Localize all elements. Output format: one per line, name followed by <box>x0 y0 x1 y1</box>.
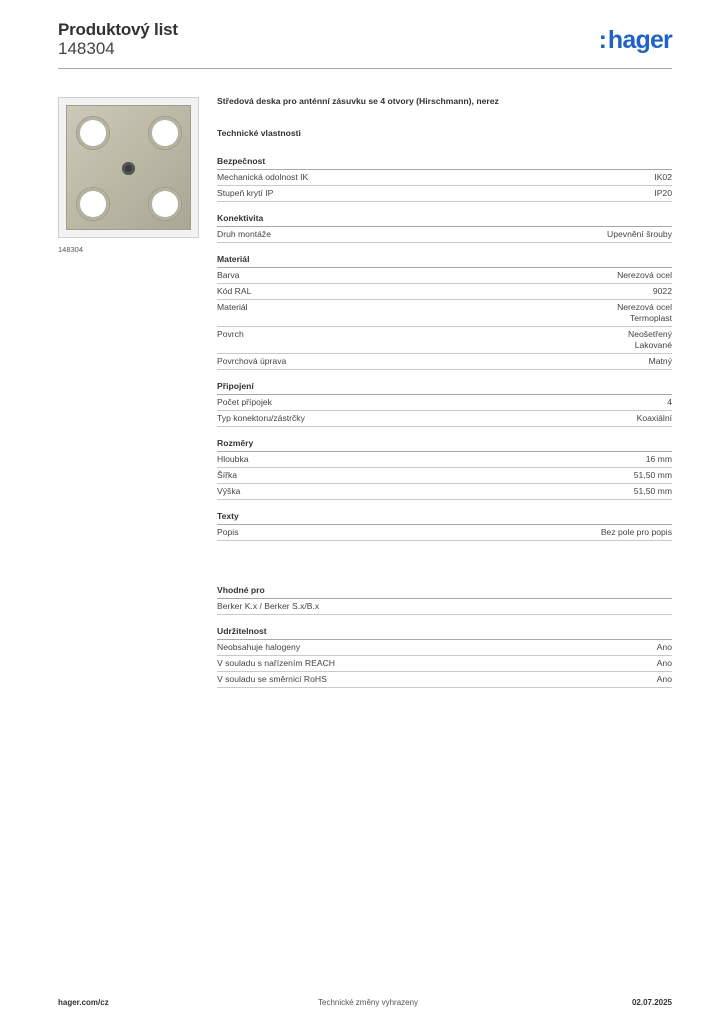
logo-colon-icon: : <box>598 26 607 54</box>
spec-label: Povrch <box>217 329 244 339</box>
spec-row <box>217 640 672 656</box>
spec-value-line: Ano <box>656 674 672 684</box>
spec-section <box>217 254 672 370</box>
spec-section <box>217 585 672 615</box>
spec-sections <box>217 156 672 541</box>
footer-note: Technické změny vyhrazeny <box>318 998 419 1007</box>
product-description: Středová deska pro anténní zásuvku se 4 otvory (Hirschmann), nerez <box>217 96 499 106</box>
spec-value-line: 9022 <box>652 286 672 296</box>
spec-label: Neobsahuje halogeny <box>217 642 301 652</box>
section-title: Bezpečnost <box>217 156 672 170</box>
spec-section <box>217 156 672 202</box>
spec-value-line: Nerezová ocel <box>617 302 672 312</box>
spec-row <box>217 525 672 541</box>
spec-section <box>217 381 672 427</box>
spec-label: Výška <box>217 486 241 496</box>
spec-value <box>646 454 672 465</box>
spec-label: Šířka <box>217 470 238 480</box>
section-title: Vhodné pro <box>217 585 672 599</box>
spec-label: Mechanická odolnost IK <box>217 172 309 182</box>
product-number: 148304 <box>58 39 115 58</box>
logo-text: hager <box>607 26 672 54</box>
spec-label: V souladu se směrnicí RoHS <box>217 674 327 684</box>
hager-logo <box>599 26 672 55</box>
spec-value <box>667 397 672 408</box>
spec-value <box>634 470 672 481</box>
footer-date: 02.07.2025 <box>631 998 672 1007</box>
spec-row <box>217 672 672 688</box>
spec-value-line: Termoplast <box>629 313 672 323</box>
spec-label: V souladu s nařízením REACH <box>217 658 335 668</box>
spec-value <box>654 172 672 183</box>
spec-label: Barva <box>217 270 240 280</box>
spec-row <box>217 599 672 615</box>
spec-value-line: IK02 <box>654 172 672 182</box>
spec-label: Berker K.x / Berker S.x/B.x <box>217 601 320 611</box>
spec-value-line: 16 mm <box>645 454 672 464</box>
spec-row <box>217 484 672 500</box>
spec-value-line: Matný <box>648 356 672 366</box>
spec-row <box>217 300 672 327</box>
spec-section <box>217 438 672 500</box>
product-image <box>58 97 199 238</box>
spec-section <box>217 626 672 688</box>
spec-value <box>601 527 672 538</box>
section-title: Texty <box>217 511 672 525</box>
image-caption: 148304 <box>58 245 84 254</box>
spec-value <box>657 642 672 653</box>
page-title: Produktový list <box>58 20 178 39</box>
spec-label: Materiál <box>217 302 248 312</box>
spec-value-line: Bez pole pro popis <box>600 527 672 537</box>
spec-value <box>649 356 672 367</box>
spec-content <box>217 96 672 699</box>
spec-row <box>217 186 672 202</box>
spec-value-line: IP20 <box>654 188 672 198</box>
spec-value <box>634 486 672 497</box>
socket-hole <box>77 117 109 149</box>
spec-label: Stupeň krytí IP <box>217 188 274 198</box>
spec-row <box>217 170 672 186</box>
spec-label: Povrchová úprava <box>217 356 287 366</box>
socket-hole <box>77 188 109 220</box>
spec-value-line: Lakované <box>634 340 672 350</box>
spec-row <box>217 411 672 427</box>
spec-value-line: Koaxiální <box>636 413 672 423</box>
section-title: Připojení <box>217 381 672 395</box>
socket-hole <box>149 188 181 220</box>
spec-label: Popis <box>217 527 239 537</box>
spec-value <box>654 188 672 199</box>
spec-value <box>617 270 672 281</box>
spec-row <box>217 354 672 370</box>
spec-section <box>217 213 672 243</box>
spec-label: Kód RAL <box>217 286 252 296</box>
spec-value <box>657 658 672 669</box>
spec-row <box>217 327 672 354</box>
spec-value <box>637 413 672 424</box>
footer-website: hager.com/cz <box>58 998 109 1007</box>
spec-value <box>617 302 672 324</box>
spec-value-line: Neošetřený <box>628 329 672 339</box>
spec-label: Typ konektoru/zástrčky <box>217 413 305 423</box>
spec-label: Hloubka <box>217 454 249 464</box>
section-title: Materiál <box>217 254 672 268</box>
spec-value-line: Ano <box>656 642 672 652</box>
spec-value-line: 51,50 mm <box>633 470 672 480</box>
spec-value-line: Nerezová ocel <box>617 270 672 280</box>
spec-section <box>217 511 672 541</box>
spec-value <box>607 229 672 240</box>
spec-row <box>217 395 672 411</box>
spec-value-line: 4 <box>667 397 672 407</box>
section-title: Konektivita <box>217 213 672 227</box>
spec-row <box>217 268 672 284</box>
header-divider <box>58 68 672 69</box>
spec-value <box>653 286 672 297</box>
cover-plate <box>66 105 191 230</box>
tech-properties-heading: Technické vlastnosti <box>217 128 301 138</box>
spec-value-line: Ano <box>656 658 672 668</box>
section-title: Udržitelnost <box>217 626 672 640</box>
spec-label: Počet přípojek <box>217 397 272 407</box>
spec-row <box>217 656 672 672</box>
center-screw-icon <box>122 162 135 175</box>
spacer <box>217 552 672 585</box>
spec-value-line: 51,50 mm <box>633 486 672 496</box>
spec-row <box>217 452 672 468</box>
socket-hole <box>149 117 181 149</box>
spec-row <box>217 468 672 484</box>
section-title: Rozměry <box>217 438 672 452</box>
spec-value <box>657 674 672 685</box>
spec-value-line: Upevnění šrouby <box>607 229 672 239</box>
extra-sections <box>217 585 672 688</box>
spec-row <box>217 284 672 300</box>
spec-row <box>217 227 672 243</box>
spec-value <box>628 329 672 351</box>
spec-label: Druh montáže <box>217 229 271 239</box>
